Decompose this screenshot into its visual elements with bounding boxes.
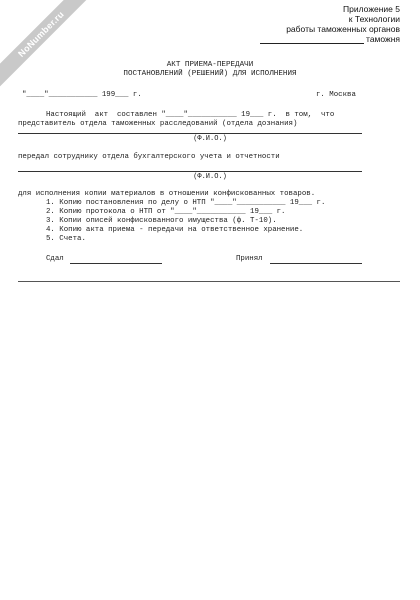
appendix-reference-continued: работы таможенных органов (286, 24, 400, 34)
appendix-reference: к Технологии (348, 14, 400, 24)
handed-over-signature-line (70, 263, 162, 264)
watermark: NoNumber.ru (0, 0, 100, 93)
handed-over-label: Сдал (46, 255, 64, 263)
customs-name-line (200, 34, 400, 44)
act-intro-line: Настоящий акт составлен "____"___________ 19___ г. в том, что (46, 111, 335, 119)
name-caption-2: (Ф.И.О.) (193, 173, 227, 181)
recipient-name-line (18, 171, 362, 172)
representative-name-line (18, 133, 362, 134)
list-item: 3. Копии описей конфискованного имущества (ф. Т-10). (46, 217, 277, 225)
appendix-number: Приложение 5 (343, 4, 400, 14)
representative-line: представитель отдела таможенных расследований (отдела дознания) (18, 120, 298, 128)
date-field: "____"___________ 199___ г. (22, 91, 142, 99)
purpose-line: для исполнения копии материалов в отношении конфискованных товаров. (18, 190, 316, 198)
list-item: 5. Счета. (46, 235, 86, 243)
received-signature-line (270, 263, 362, 264)
bottom-divider (18, 281, 400, 282)
document-title: АКТ ПРИЕМА-ПЕРЕДАЧИ (166, 61, 254, 69)
name-caption-1: (Ф.И.О.) (193, 135, 227, 143)
list-item: 4. Копию акта приема - передачи на ответственное хранение. (46, 226, 304, 234)
customs-suffix: таможня (366, 34, 400, 44)
document-subtitle: ПОСТАНОВЛЕНИЙ (РЕШЕНИЙ) ДЛЯ ИСПОЛНЕНИЯ (123, 70, 297, 78)
customs-name-blank (260, 34, 364, 44)
appendix-header (200, 4, 400, 44)
city-field: г. Москва (316, 91, 356, 99)
received-label: Принял (236, 255, 263, 263)
transfer-line: передал сотруднику отдела бухгалтерского учета и отчетности (18, 153, 280, 161)
list-item: 1. Копию постановления по делу о НТП "____"___________ 19___ г. (46, 199, 326, 207)
list-item: 2. Копию протокола о НТП от "____"___________ 19___ г. (46, 208, 286, 216)
